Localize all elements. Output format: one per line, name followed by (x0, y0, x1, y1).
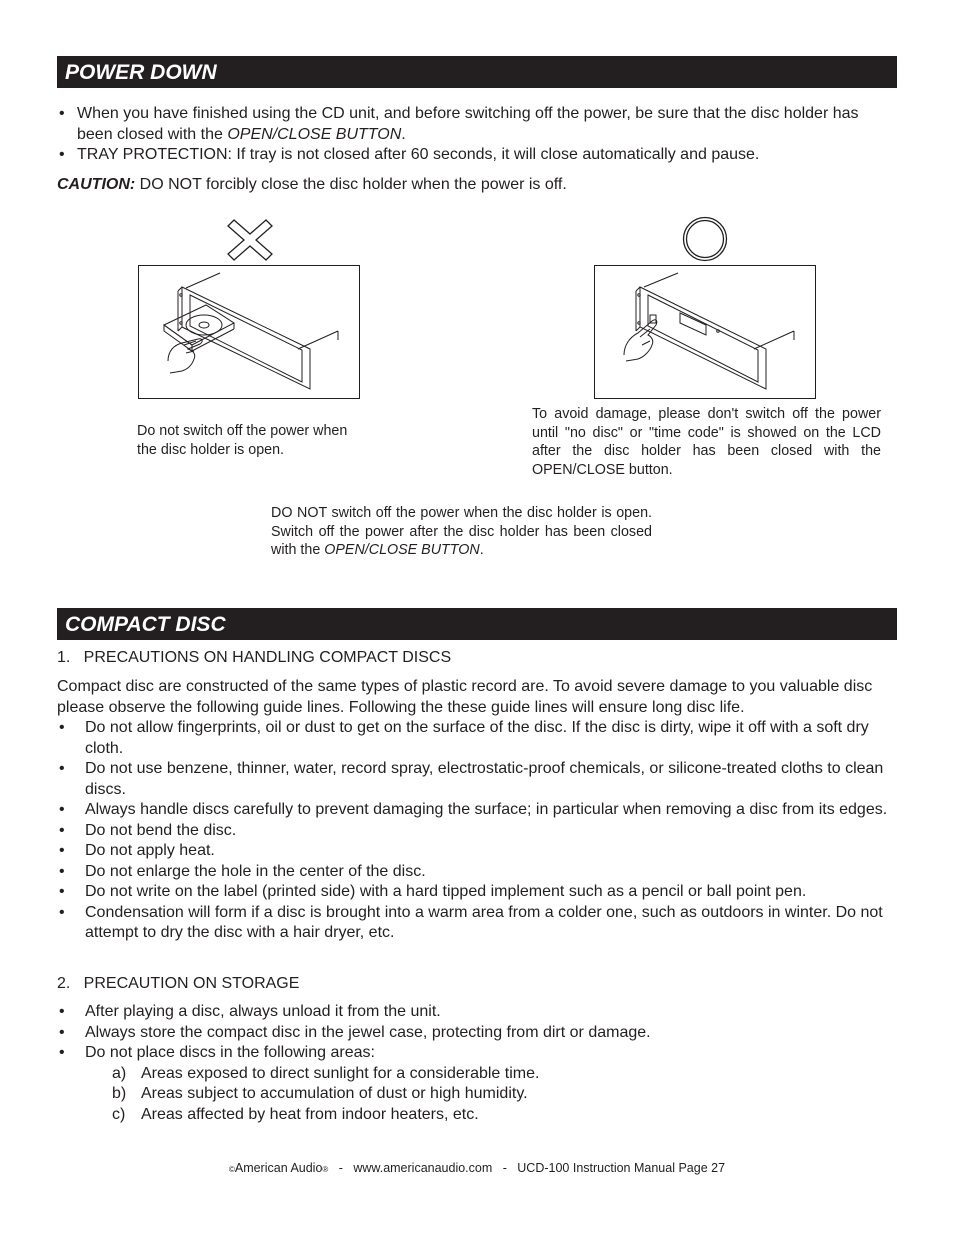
figure-right-caption: To avoid damage, please don't switch off the power until "no disc" or "time code" is showed on the LCD after the disc holder has been closed with the OPEN/CLOSE button. (532, 406, 881, 478)
section-handling-title: 1. PRECAUTIONS ON HANDLING COMPACT DISCS (57, 649, 452, 666)
figure-tray-open (138, 265, 361, 400)
list-item: • Always store the compact disc in the jewel case, protecting from dirt or damage. (57, 1023, 899, 1044)
list-item: • When you have finished using the CD unit, and before switching off the power, be sure that the disc holder has been closed with the OPEN/CLOSE BUTTON. (57, 104, 897, 145)
list-item: • Do not apply heat. (57, 841, 899, 862)
power-down-heading: POWER DOWN (57, 56, 897, 88)
caution-text: DO NOT forcibly close the disc holder when the power is off. (135, 176, 567, 193)
list-item: • Do not write on the label (printed side) with a hard tipped implement such as a pencil or ball point pen. (57, 882, 899, 903)
x-mark-icon (226, 218, 274, 262)
compact-disc-heading: COMPACT DISC (57, 608, 897, 640)
power-off-note: DO NOT switch off the power when the disc holder is open. Switch off the power after the disc holder has been closed with the OPEN/CLOSE BUTTON. (271, 505, 652, 558)
section-storage-title: 2. PRECAUTION ON STORAGE (57, 975, 300, 992)
ok-circle-icon (681, 215, 729, 263)
figure-left-caption: Do not switch off the power when the disc holder is open. (137, 423, 348, 458)
page-footer: ©American Audio® - www.americanaudio.com - UCD-100 Instruction Manual Page 27 (228, 1161, 726, 1175)
list-item: • Do not allow fingerprints, oil or dust to get on the surface of the disc. If the disc is dirty, wipe it off with a soft dry cloth. (57, 718, 899, 759)
storage-list (57, 1002, 899, 1125)
handling-list (57, 718, 899, 944)
open-close-button-ref: OPEN/CLOSE BUTTON (227, 125, 402, 143)
list-item: • TRAY PROTECTION: If tray is not closed after 60 seconds, it will close automatically and pause. (57, 145, 897, 166)
list-item: c) Areas affected by heat from indoor heaters, etc. (112, 1105, 479, 1123)
list-item: • After playing a disc, always unload it from the unit. (57, 1002, 899, 1023)
power-down-bullets (57, 104, 897, 166)
caution-line (57, 175, 897, 196)
figure-tray-closed (594, 265, 817, 400)
list-item: • Always handle discs carefully to prevent damaging the surface; in particular when removing a disc from its edges. (57, 800, 899, 821)
compact-disc-intro: Compact disc are constructed of the same types of plastic record are. To avoid severe damage to you valuable disc please observe the following guide lines. Following the these guide lines will ensure long disc life. (57, 678, 873, 716)
list-item: • Do not use benzene, thinner, water, record spray, electrostatic-proof chemicals, or silicone-treated cloths to clean discs. (57, 759, 899, 800)
list-item: • Condensation will form if a disc is brought into a warm area from a colder one, such as outdoors in winter. Do not attempt to dry the disc with a hair dryer, etc. (57, 903, 899, 944)
list-item: a) Areas exposed to direct sunlight for a considerable time. (112, 1064, 540, 1082)
list-item: • Do not place discs in the following areas: (57, 1043, 899, 1064)
list-item: b) Areas subject to accumulation of dust or high humidity. (112, 1085, 528, 1102)
caution-label: CAUTION: (57, 176, 136, 193)
list-item: • Do not bend the disc. (57, 821, 899, 842)
list-item: • Do not enlarge the hole in the center of the disc. (57, 862, 899, 883)
